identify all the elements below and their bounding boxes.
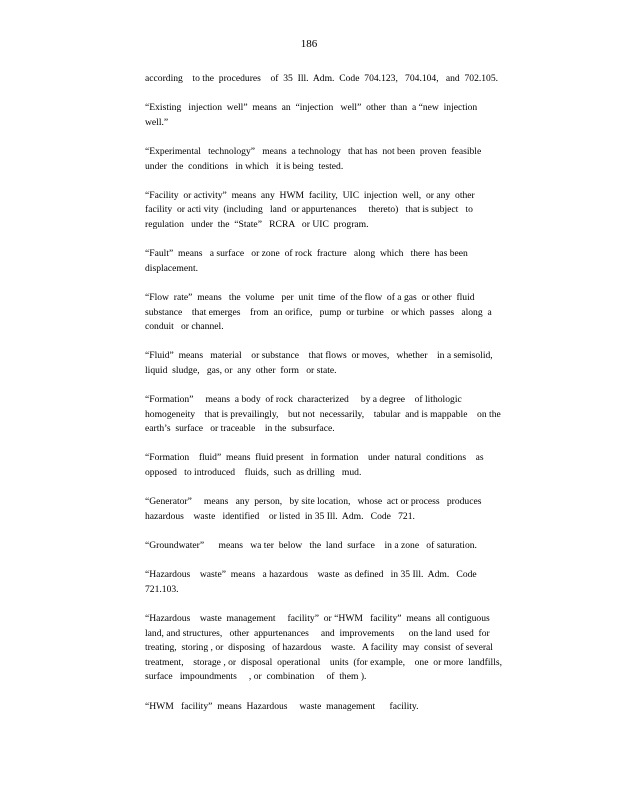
definition-paragraph [145,700,545,715]
definition-paragraph [145,145,545,174]
page-number: 186 [300,38,318,50]
text-line: under the conditions in which it is being tested. [145,160,344,172]
document-body [145,72,545,729]
text-line: displacement. [145,262,199,274]
text-line: conduit or channel. [145,321,224,333]
text-line: treating, storing , or disposing of hazardous waste. A facility may consist of several [145,642,493,654]
definition-paragraph [145,495,545,524]
text-line: “Fluid” means material or substance that flows or moves, whether in a semisolid, [145,350,493,362]
text-line: “Hazardous waste” means a hazardous waste as defined in 35 Ill. Adm. Code [145,569,477,581]
text-line: “Fault” means a surface or zone of rock fracture along which there has been [145,248,468,260]
definition-paragraph [145,101,545,130]
definition-paragraph [145,539,545,554]
text-line: hazardous waste identified or listed in 35 Ill. Adm. Code 721. [145,510,415,522]
text-line: earth’s surface or traceable in the subsurface. [145,423,335,435]
definition-paragraph [145,72,545,87]
text-line: liquid sludge, gas, or any other form or state. [145,364,337,376]
text-line: surface impoundments , or combination of them ). [145,671,367,683]
text-line: “Generator” means any person, by site location, whose act or process produces [145,496,482,508]
text-line: “Flow rate” means the volume per unit time of the flow of a gas or other fluid [145,291,475,303]
definition-paragraph [145,247,545,276]
text-line: “HWM facility” means Hazardous waste management facility. [145,700,419,712]
definition-paragraph [145,451,545,480]
text-line: “Facility or activity” means any HWM facility, UIC injection well, or any other [145,189,475,201]
definition-paragraph [145,568,545,597]
text-line: “Formation” means a body of rock characterized by a degree of lithologic [145,394,462,406]
text-line: according to the procedures of 35 Ill. Adm. Code 704.123, 704.104, and 702.105. [145,73,499,84]
text-line: “Groundwater” means wa ter below the land surface in a zone of saturation. [145,540,477,551]
text-line: substance that emerges from an orifice, pump or turbine or which passes along a [145,306,492,318]
text-line: 721.103. [145,583,179,595]
text-line: land, and structures, other appurtenances and improvements on the land used for [145,627,490,639]
text-line: treatment, storage , or disposal operational units (for example, one or more landfills, [145,656,503,668]
text-line: regulation under the “State” RCRA or UIC program. [145,218,369,230]
text-line: well.” [145,116,169,128]
text-line: “Existing injection well” means an “injection well” other than a “new injection [145,102,478,114]
text-line: “Formation fluid” means fluid present in formation under natural conditions as [145,452,484,464]
definition-paragraph [145,612,545,685]
text-line: opposed to introduced fluids, such as drilling mud. [145,467,362,479]
definition-paragraph [145,349,545,378]
definition-paragraph [145,189,545,233]
text-line: homogeneity that is prevailingly, but not necessarily, tabular and is mappable on the [145,408,501,420]
text-line: “Hazardous waste management facility” or “HWM facility” means all contiguous [145,612,490,624]
definition-paragraph [145,393,545,437]
definition-paragraph [145,291,545,335]
text-line: “Experimental technology” means a technology that has not been proven feasible [145,145,482,157]
text-line: facility or acti vity (including land or appurtenances thereto) that is subject to [145,204,473,216]
